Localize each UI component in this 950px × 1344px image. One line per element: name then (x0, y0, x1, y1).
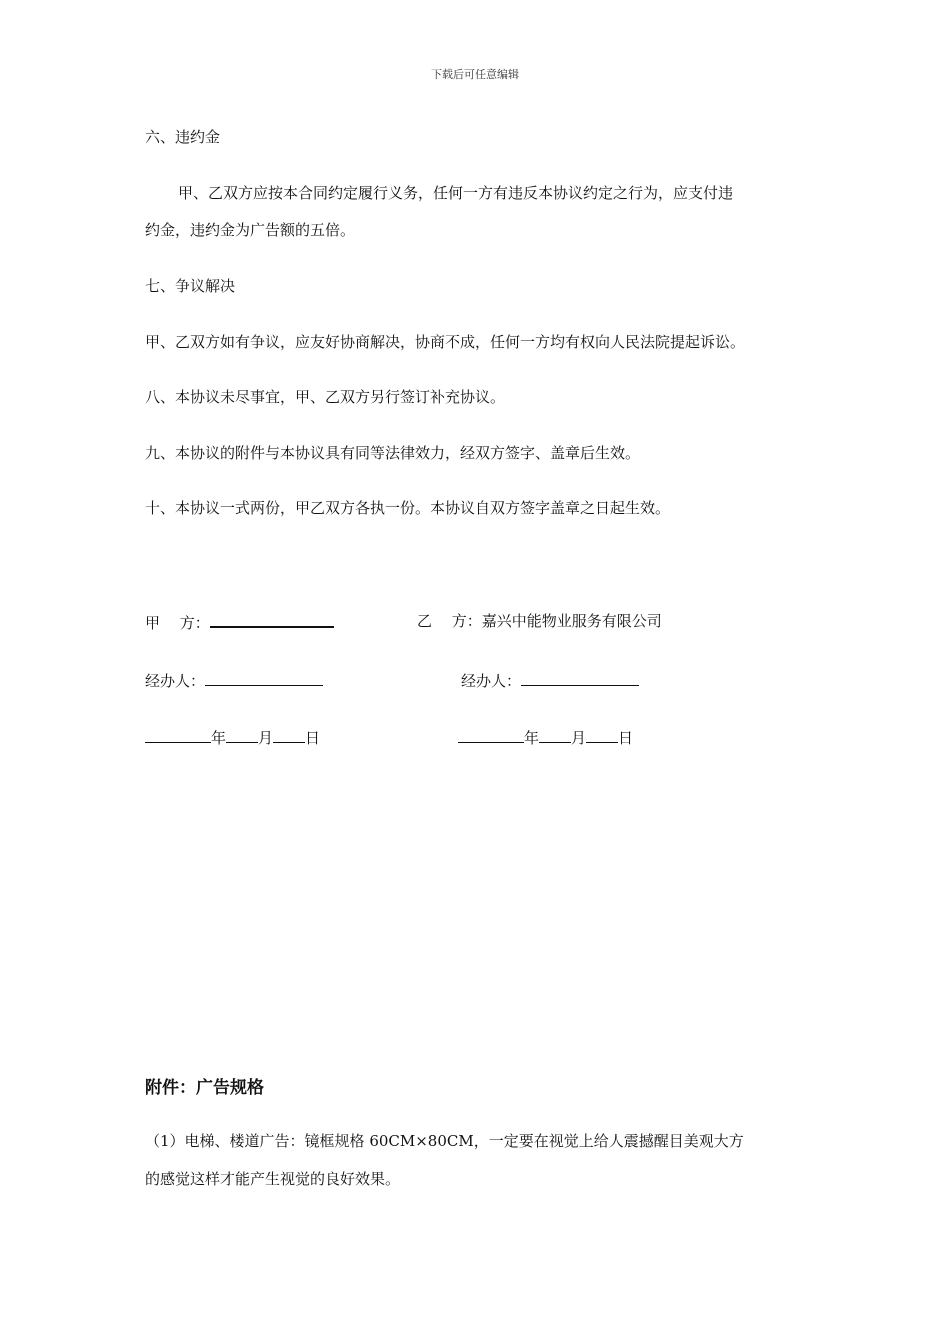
party-b-value: 嘉兴中能物业服务有限公司 (481, 612, 662, 630)
party-b-label: 乙 方： (417, 612, 482, 630)
section-6-title: 六、违约金 (145, 128, 221, 146)
party-b-day-label: 日 (618, 729, 634, 747)
section-9: 九、本协议的附件与本协议具有同等法律效力，经双方签字、盖章后生效。 (145, 444, 641, 462)
party-b-month-label: 月 (571, 729, 587, 747)
section-8: 八、本协议未尽事宜，甲、乙双方另行签订补充协议。 (145, 388, 506, 406)
party-a-handler-label: 经办人： (145, 672, 206, 690)
party-a-label: 甲 方： (145, 614, 210, 632)
party-b-date-row (458, 727, 633, 748)
attachment-item1-line2: 的感觉这样才能产生视觉的良好效果。 (145, 1170, 401, 1188)
party-b-day-blank (586, 727, 618, 743)
party-a-month-blank (226, 727, 258, 743)
party-a-year-blank (145, 727, 211, 743)
party-b-month-blank (539, 727, 571, 743)
section-7-body: 甲、乙双方如有争议，应友好协商解决，协商不成，任何一方均有权向人民法院提起诉讼。 (145, 333, 746, 351)
section-7-title: 七、争议解决 (145, 277, 236, 295)
party-a-year-label: 年 (211, 729, 227, 747)
party-a-day-label: 日 (305, 729, 321, 747)
party-a-handler-blank (205, 670, 323, 686)
party-a-handler-row (145, 670, 323, 691)
party-b-year-label: 年 (524, 729, 540, 747)
party-a-month-label: 月 (258, 729, 274, 747)
party-b-row (417, 611, 662, 631)
party-a-date-row (145, 727, 320, 748)
section-6-body-line2: 约金，违约金为广告额的五倍。 (145, 221, 356, 239)
party-a-row (145, 611, 334, 633)
party-b-year-blank (458, 727, 524, 743)
attachment-item1-line1: （1）电梯、楼道广告：镜框规格 60CM×80CM，一定要在视觉上给人震撼醒目美观大方 (145, 1132, 744, 1150)
party-a-day-blank (273, 727, 305, 743)
party-b-handler-blank (521, 670, 639, 686)
section-6-body-line1: 甲、乙双方应按本合同约定履行义务，任何一方有违反本协议约定之行为，应支付违 (178, 184, 734, 202)
party-b-handler-row (461, 670, 639, 691)
party-a-blank (210, 611, 334, 628)
attachment-title: 附件：广告规格 (145, 1078, 264, 1098)
section-10: 十、本协议一式两份，甲乙双方各执一份。本协议自双方签字盖章之日起生效。 (145, 499, 671, 517)
page-header: 下载后可任意编辑 (431, 68, 519, 81)
party-b-handler-label: 经办人： (461, 672, 522, 690)
